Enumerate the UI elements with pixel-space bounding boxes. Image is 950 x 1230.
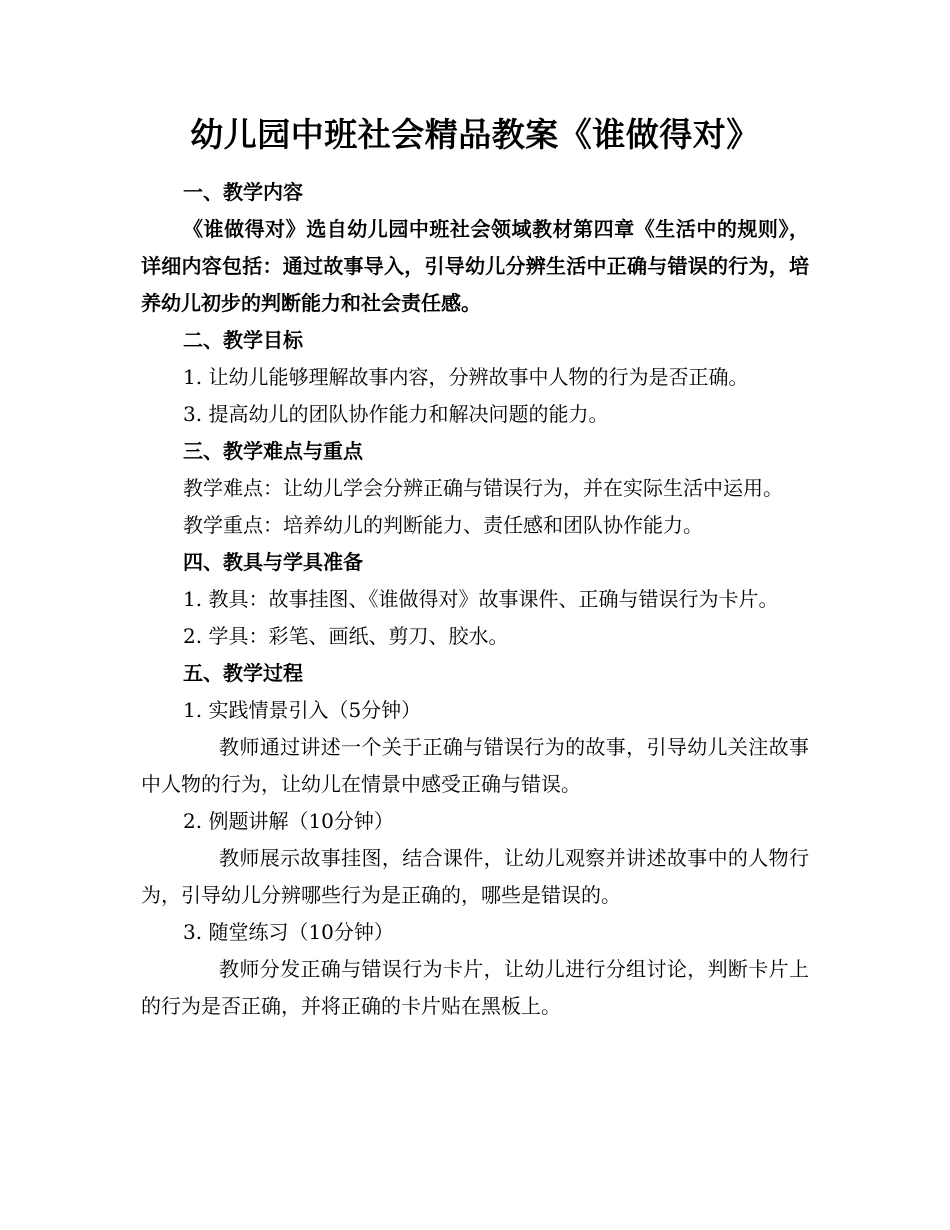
step-text: 教师展示故事挂图，结合课件，让幼儿观察并讲述故事中的人物行为，引导幼儿分辨哪些行为是正确的，哪些是错误的。 [141, 846, 809, 907]
list-item: 1. 教具：故事挂图、《谁做得对》故事课件、正确与错误行为卡片。 [183, 587, 779, 611]
section-heading: 二、教学目标 [183, 328, 303, 352]
paragraph: 教学难点：让幼儿学会分辨正确与错误行为，并在实际生活中运用。 [183, 476, 783, 500]
paragraph: 《谁做得对》选自幼儿园中班社会领域教材第四章《生活中的规则》，详细内容包括：通过故事导入，引导幼儿分辨生活中正确与错误的行为，培养幼儿初步的判断能力和社会责任感。 [141, 217, 809, 315]
section-heading: 一、教学内容 [183, 180, 303, 204]
section-teaching-goals [141, 322, 809, 433]
step-label: 1. 实践情景引入（5分钟） [183, 698, 422, 722]
section-teaching-process [141, 655, 809, 1025]
step-label: 3. 随堂练习（10分钟） [183, 920, 394, 944]
step-label: 2. 例题讲解（10分钟） [183, 809, 394, 833]
document-title: 幼儿园中班社会精品教案《谁做得对》 [190, 115, 760, 154]
section-teaching-content [141, 174, 809, 322]
section-heading: 五、教学过程 [183, 661, 303, 685]
section-difficulties-and-focus [141, 433, 809, 544]
list-item: 3. 提高幼儿的团队协作能力和解决问题的能力。 [183, 402, 609, 426]
step-text: 教师分发正确与错误行为卡片，让幼儿进行分组讨论，判断卡片上的行为是否正确，并将正确的卡片贴在黑板上。 [141, 957, 809, 1018]
list-item: 1. 让幼儿能够理解故事内容，分辨故事中人物的行为是否正确。 [183, 365, 749, 389]
paragraph: 教学重点：培养幼儿的判断能力、责任感和团队协作能力。 [183, 513, 703, 537]
section-heading: 四、教具与学具准备 [183, 550, 363, 574]
step-text: 教师通过讲述一个关于正确与错误行为的故事，引导幼儿关注故事中人物的行为，让幼儿在情景中感受正确与错误。 [141, 735, 809, 796]
list-item: 2. 学具：彩笔、画纸、剪刀、胶水。 [183, 624, 509, 648]
section-materials [141, 544, 809, 655]
section-heading: 三、教学难点与重点 [183, 439, 363, 463]
